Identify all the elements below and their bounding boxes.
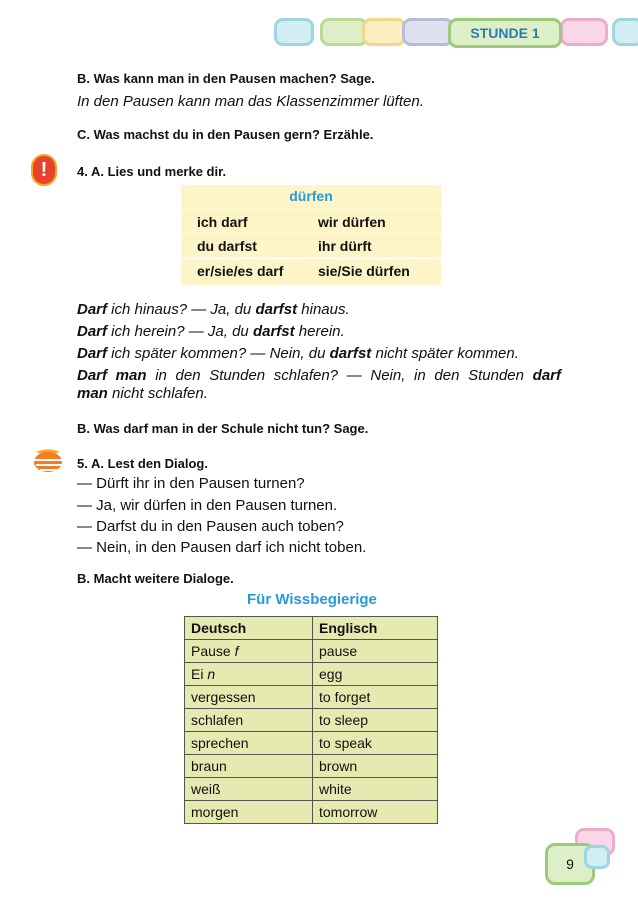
vocabulary-table [184, 616, 438, 824]
english-word: brown [313, 755, 438, 778]
lesson-tab: STUNDE 1 [448, 18, 562, 48]
dialog-line: — Nein, in den Pausen darf ich nicht toben. [77, 539, 367, 556]
column-header: Englisch [313, 617, 438, 640]
german-word: braun [185, 755, 313, 778]
header-tab-decoration [274, 18, 314, 46]
exercise-5-heading: 5. A. Lest den Dialog. [77, 456, 208, 471]
example-sentence: man nicht schlafen. [77, 385, 208, 402]
conjugation-cell: wir dürfen [318, 214, 386, 230]
example-sentence: Darf ich herein? — Ja, du darfst herein. [77, 323, 345, 340]
page-corner-decoration [584, 845, 610, 869]
header-tab-decoration [320, 18, 368, 46]
task-b-pausen: B. Was kann man in den Pausen machen? Sage. [77, 71, 375, 86]
exclamation-icon: ! [31, 154, 57, 186]
header-tab-decoration [612, 18, 638, 46]
conjugation-cell: du darfst [197, 238, 257, 254]
dialog-line: — Darfst du in den Pausen auch toben? [77, 518, 344, 535]
conjugation-cell: ich darf [197, 214, 248, 230]
german-word: sprechen [185, 732, 313, 755]
conjugation-verb: dürfen [289, 188, 333, 204]
table-row [185, 801, 438, 824]
task-b-answer: In den Pausen kann man das Klassenzimmer lüften. [77, 93, 424, 110]
german-word: Ei n [185, 663, 313, 686]
german-word: vergessen [185, 686, 313, 709]
german-word: morgen [185, 801, 313, 824]
example-sentence: Darf man in den Stunden schlafen? — Nein, in den Stunden darf [77, 367, 561, 384]
english-word: to speak [313, 732, 438, 755]
conjugation-table [181, 185, 441, 285]
exercise-4-heading: 4. A. Lies und merke dir. [77, 164, 227, 179]
header-tab-decoration [362, 18, 406, 46]
page-number: 9 [545, 843, 595, 885]
table-row [185, 755, 438, 778]
conjugation-cell: ihr dürft [318, 238, 372, 254]
conjugation-cell: sie/Sie dürfen [318, 263, 410, 279]
german-word: schlafen [185, 709, 313, 732]
task-b-dialoge: B. Macht weitere Dialoge. [77, 571, 234, 586]
dialog-line: — Ja, wir dürfen in den Pausen turnen. [77, 497, 338, 514]
table-row [185, 686, 438, 709]
task-c-pausen: C. Was machst du in den Pausen gern? Erzähle. [77, 127, 374, 142]
dialog-icon [30, 448, 70, 476]
header-tab-decoration [402, 18, 454, 46]
example-sentence: Darf ich hinaus? — Ja, du darfst hinaus. [77, 301, 350, 318]
english-word: pause [313, 640, 438, 663]
english-word: white [313, 778, 438, 801]
table-row [185, 732, 438, 755]
table-row [185, 709, 438, 732]
german-word: weiß [185, 778, 313, 801]
header-tab-decoration [560, 18, 608, 46]
column-header: Deutsch [185, 617, 313, 640]
dialog-line: — Dürft ihr in den Pausen turnen? [77, 475, 305, 492]
table-row [185, 778, 438, 801]
table-row [185, 663, 438, 686]
german-word: Pause f [185, 640, 313, 663]
english-word: tomorrow [313, 801, 438, 824]
conjugation-cell: er/sie/es darf [197, 263, 284, 279]
english-word: egg [313, 663, 438, 686]
english-word: to forget [313, 686, 438, 709]
example-sentence: Darf ich später kommen? — Nein, du darfst nicht später kommen. [77, 345, 519, 362]
wissbegierige-title: Für Wissbegierige [247, 591, 377, 608]
task-b-schule: B. Was darf man in der Schule nicht tun? Sage. [77, 421, 369, 436]
table-row [185, 640, 438, 663]
english-word: to sleep [313, 709, 438, 732]
table-header-row [185, 617, 438, 640]
